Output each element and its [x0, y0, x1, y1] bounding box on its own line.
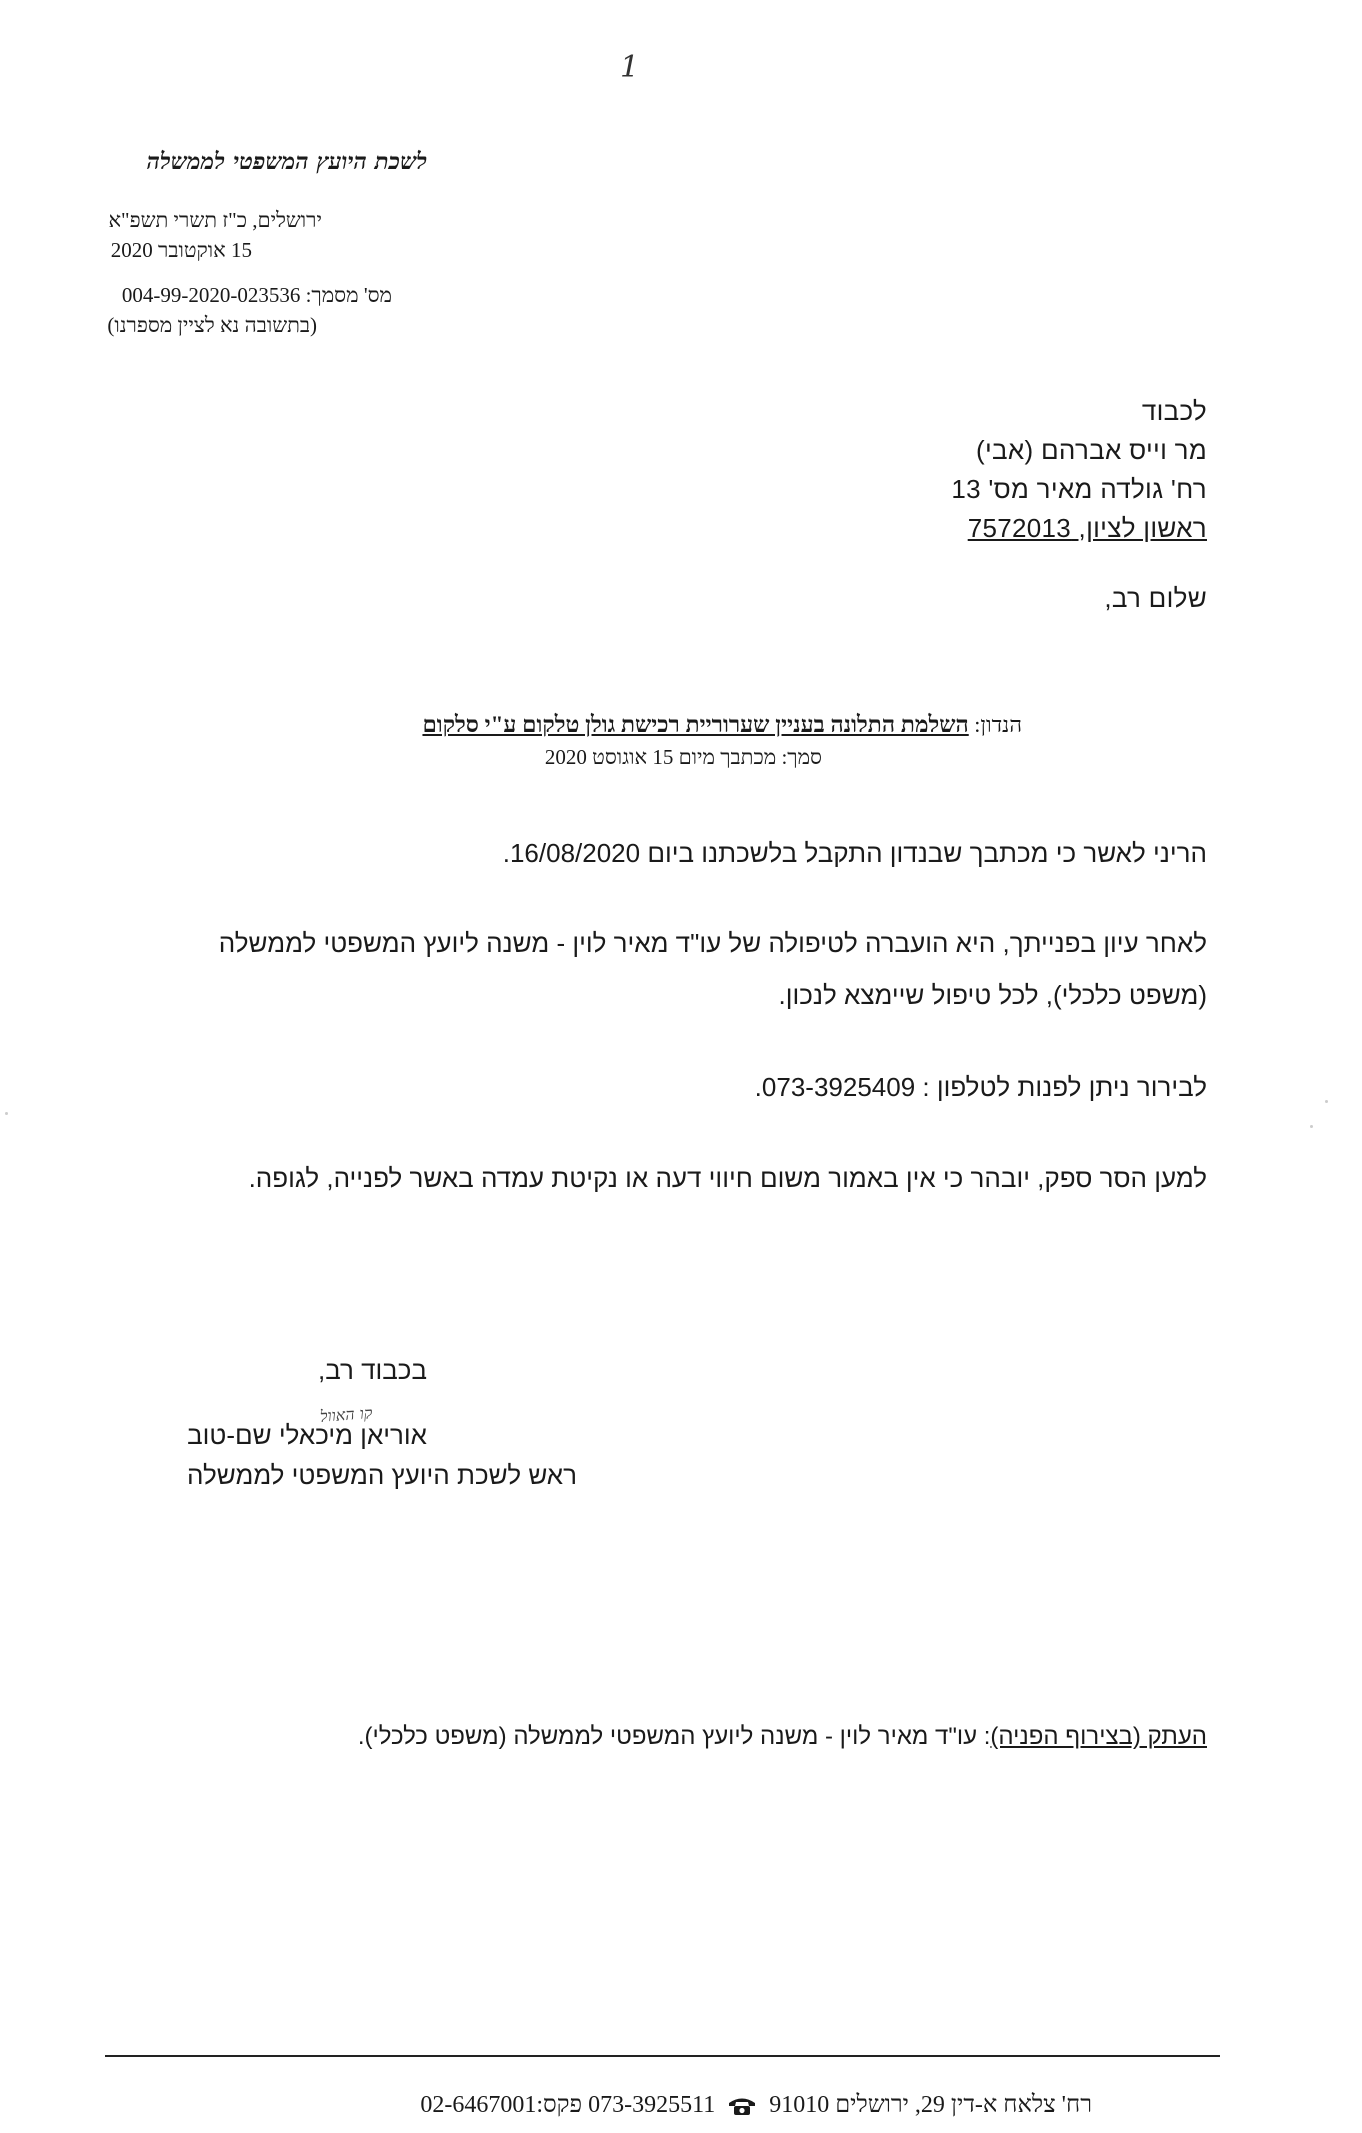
footer-divider [105, 2055, 1220, 2057]
recipient-city: ראשון לציון, 7572013 [967, 513, 1207, 543]
ref-note: (בתשובה נא לציין מספרנו) [107, 313, 317, 337]
signatory-title: ראש לשכת היועץ המשפטי לממשלה [187, 1460, 577, 1490]
signature-mark: קו האוול [318, 1403, 373, 1426]
scan-speck [1325, 1100, 1328, 1103]
recipient-street: רח' גולדה מאיר מס' 13 [951, 474, 1207, 504]
subject-line [422, 712, 1022, 738]
subject-label: הנדון: [974, 712, 1022, 737]
salutation-to: לכבוד [1141, 396, 1207, 426]
body-paragraph-2-line-1: לאחר עיון בפנייתך, היא הועברה לטיפולה של עו"ד מאיר לוין - משנה ליועץ המשפטי לממשלה [218, 928, 1207, 958]
date-gregorian: 15 אוקטובר 2020 [110, 238, 252, 262]
body-paragraph-2-line-2: (משפט כלכלי), לכל טיפול שיימצא לנכון. [778, 980, 1207, 1010]
subject-text: השלמת התלונה בעניין שערוריית רכישת גולן טלקום ע"י סלקום [422, 712, 969, 737]
body-paragraph-1: הריני לאשר כי מכתבך שבנדון התקבל בלשכתנו ביום 16/08/2020. [502, 838, 1207, 868]
cc-line [358, 1723, 1207, 1751]
ref-label: מס' מסמך: [305, 283, 392, 307]
ref-number: 004-99-2020-023536 [121, 283, 301, 307]
date-hebrew: ירושלים, כ"ז תשרי תשפ"א [108, 208, 322, 232]
cc-label: העתק (בצירוף הפניה) [990, 1723, 1207, 1750]
body-paragraph-4: למען הסר ספק, יובהר כי אין באמור משום חיווי דעה או נקיטת עמדה באשר לפנייה, לגופה. [248, 1163, 1207, 1193]
scan-speck [5, 1112, 8, 1115]
page-number: 1 [620, 50, 640, 85]
office-name: לשכת היועץ המשפטי לממשלה [146, 148, 427, 175]
signatory-name: אוריאן מיכאלי שם-טוב [187, 1420, 427, 1450]
document-reference [122, 283, 392, 308]
greeting: שלום רב, [1104, 583, 1207, 613]
footer-address: רח' צלאח א-דין 29, ירושלים 91010 [769, 2092, 1092, 2118]
recipient-name: מר וייס אברהם (אבי) [976, 435, 1207, 465]
phone-icon [727, 2095, 757, 2117]
body-paragraph-3: לבירור ניתן לפנות לטלפון : 073-3925409. [754, 1072, 1207, 1102]
closing: בכבוד רב, [317, 1355, 427, 1385]
footer-fax: 02-6467001 [420, 2092, 537, 2118]
footer-fax-label: פקס: [536, 2092, 583, 2118]
subject-reference: סמך: מכתבך מיום 15 אוגוסט 2020 [544, 745, 822, 769]
cc-text: : עו"ד מאיר לוין - משנה ליועץ המשפטי לממשלה (משפט כלכלי). [357, 1723, 991, 1750]
footer-contact [420, 2092, 1092, 2119]
scan-speck [1310, 1125, 1313, 1128]
footer-phone: 073-3925511 [588, 2092, 716, 2118]
